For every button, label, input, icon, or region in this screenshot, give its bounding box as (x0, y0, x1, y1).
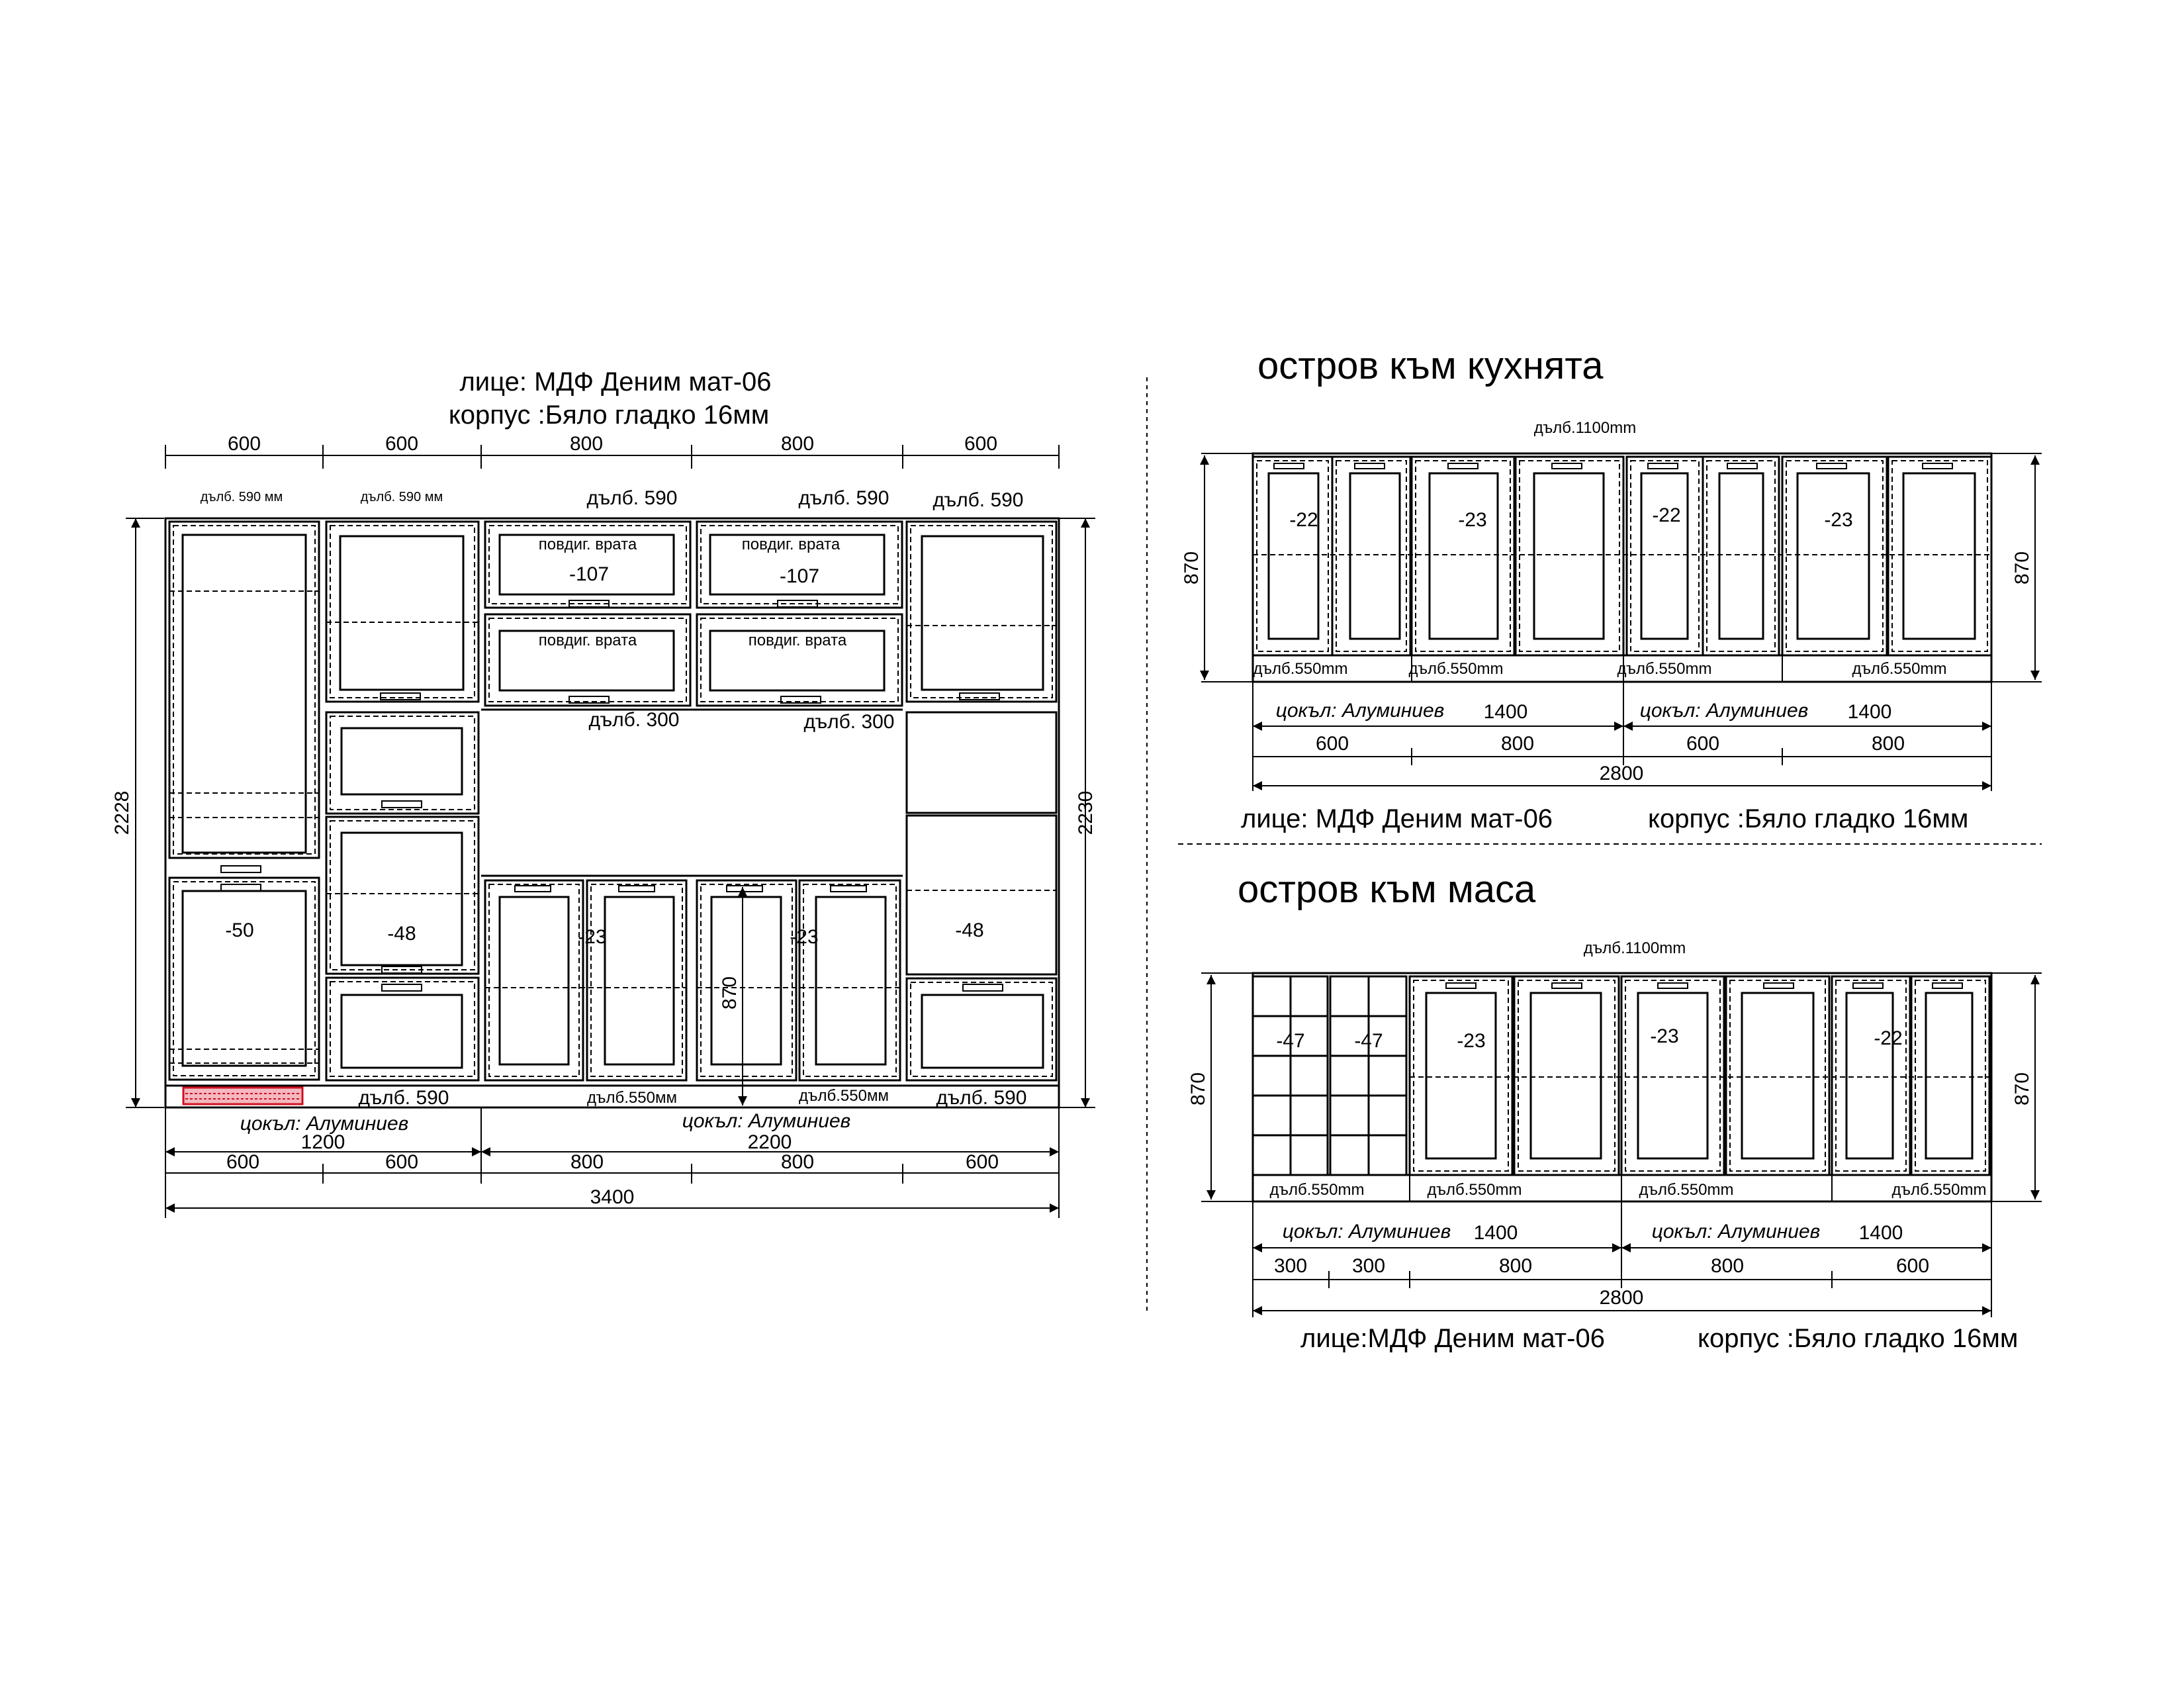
lift-offset-2: -107 (779, 565, 820, 587)
top-depth-4: дълб. 590 (798, 487, 889, 509)
lift-door-cabinets (481, 522, 903, 733)
height-left-label: 2228 (111, 790, 133, 835)
island-table-plinth-2: цокъл: Алуминиев (1651, 1221, 1821, 1243)
cabinet-column-5 (907, 522, 1056, 1109)
island-kitchen-face: лице: МДФ Деним мат-06 (1241, 804, 1553, 833)
offset-label-col5: -48 (955, 919, 984, 941)
wall-face-label: лице: МДФ Деним мат-06 (459, 367, 772, 397)
top-width-1: 600 (227, 433, 261, 455)
mid-depth-2: дълб. 300 (803, 711, 895, 733)
island-kitchen-plinth-len-1: 1400 (1483, 701, 1528, 723)
island-kitchen-title: остров към кухнята (1257, 344, 1604, 387)
island-kitchen-depth-2: дълб.550mm (1408, 660, 1504, 678)
island-table-offset-2: -47 (1354, 1030, 1383, 1052)
mid-depth-1: дълб. 300 (588, 709, 680, 731)
island-kitchen-offset-3: -22 (1652, 504, 1681, 526)
island-table-doors (1410, 976, 1991, 1175)
top-depth-3: дълб. 590 (586, 487, 678, 509)
plinth-label-1: цокъл: Алуминиев (240, 1113, 409, 1135)
island-kitchen-offset-1: -22 (1289, 509, 1318, 531)
bottom-width-4: 800 (780, 1151, 815, 1173)
height-right-dimension (1059, 518, 1097, 1107)
top-depth-5: дълб. 590 (933, 489, 1024, 511)
height-left-dimension (111, 518, 164, 1107)
wall-elevation (111, 367, 1097, 1218)
island-kitchen-depth-4: дълб.550mm (1852, 660, 1947, 678)
island-kitchen-width-1: 600 (1315, 733, 1349, 755)
island-kitchen-doors (1253, 457, 1991, 655)
lift-door-label-4: повдиг. врата (748, 632, 847, 649)
island-table-width-5: 600 (1895, 1255, 1930, 1277)
top-width-5: 600 (964, 433, 998, 455)
island-table (1187, 868, 2042, 1353)
bottom-width-1: 600 (226, 1151, 260, 1173)
island-table-depth-4: дълб.550mm (1891, 1181, 1987, 1199)
island-kitchen-plinth-1: цокъл: Алуминиев (1275, 700, 1445, 722)
top-width-4: 800 (780, 433, 815, 455)
top-width-3: 800 (569, 433, 604, 455)
offset-label-col2: -48 (387, 923, 416, 945)
island-table-depth-1: дълб.550mm (1269, 1181, 1365, 1199)
island-kitchen-height-right: 870 (2011, 551, 2033, 585)
plinth-length-2: 2200 (747, 1131, 792, 1153)
base-depth-col2: дълб. 590 (358, 1087, 449, 1109)
lift-offset-1: -107 (569, 563, 610, 585)
island-table-face: лице:МДФ Деним мат-06 (1300, 1324, 1605, 1353)
island-kitchen-offset-2: -23 (1458, 509, 1487, 531)
island-kitchen-total: 2800 (1599, 763, 1644, 784)
island-kitchen-depth-1: дълб.550mm (1253, 660, 1348, 678)
island-table-height-right: 870 (2011, 1072, 2033, 1106)
lift-door-label-1: повдиг. врата (538, 536, 637, 553)
island-kitchen-plinth-len-2: 1400 (1847, 701, 1892, 723)
wine-rack-left (1253, 976, 1328, 1175)
island-table-width-2: 300 (1351, 1255, 1386, 1277)
total-width: 3400 (590, 1186, 635, 1208)
island-table-title: остров към маса (1238, 868, 1536, 911)
island-table-depth-2: дълб.550mm (1427, 1181, 1522, 1199)
offset-label-col1: -50 (225, 919, 254, 941)
island-table-offset-5: -22 (1874, 1027, 1903, 1049)
island-kitchen-height-left: 870 (1181, 551, 1203, 585)
island-kitchen-width-4: 800 (1871, 733, 1905, 755)
island-kitchen-depth-3: дълб.550mm (1617, 660, 1712, 678)
wall-body-label: корпус :Бяло гладко 16мм (448, 400, 770, 430)
offset-label-col3: -23 (578, 926, 607, 948)
island-kitchen-plinth-2: цокъл: Алуминиев (1639, 700, 1809, 722)
island-kitchen (1181, 344, 2042, 833)
cabinet-column-2 (326, 522, 478, 1109)
plinth-length-1: 1200 (300, 1131, 345, 1153)
island-kitchen-width-2: 800 (1500, 733, 1535, 755)
top-depth-2: дълб. 590 мм (360, 490, 443, 504)
height-right-label: 2230 (1075, 790, 1097, 835)
wine-rack-right (1330, 976, 1406, 1175)
island-table-plinth-len-1: 1400 (1473, 1222, 1518, 1244)
island-table-top-depth: дълб.1100mm (1583, 939, 1686, 957)
base-depth-col5: дълб. 590 (936, 1087, 1027, 1109)
base-cabinets-middle (481, 876, 903, 1107)
bottom-width-dimension (165, 1151, 1059, 1208)
island-kitchen-body: корпус :Бяло гладко 16мм (1648, 804, 1969, 833)
island-kitchen-width-3: 600 (1686, 733, 1720, 755)
island-table-total: 2800 (1599, 1287, 1644, 1309)
bottom-width-3: 800 (570, 1151, 604, 1173)
offset-label-col4: -23 (790, 926, 819, 948)
bottom-width-5: 600 (965, 1151, 999, 1173)
height-870-label: 870 (719, 976, 741, 1010)
island-kitchen-top-depth: дълб.1100mm (1533, 419, 1637, 437)
top-width-dimension (165, 433, 1059, 469)
top-depth-1: дълб. 590 мм (200, 490, 283, 504)
island-table-width-1: 300 (1273, 1255, 1308, 1277)
island-table-plinth-1: цокъл: Алуминиев (1282, 1221, 1451, 1243)
island-table-offset-4: -23 (1650, 1025, 1679, 1047)
island-table-body: корпус :Бяло гладко 16мм (1698, 1324, 2019, 1353)
lift-door-label-3: повдиг. врата (741, 536, 841, 553)
ventilation-grille (183, 1088, 302, 1104)
island-table-plinth-len-2: 1400 (1858, 1222, 1903, 1244)
island-table-depth-3: дълб.550mm (1639, 1181, 1734, 1199)
plinth-label-2: цокъл: Алуминиев (682, 1110, 851, 1132)
base-depth-col3: дълб.550мм (587, 1089, 677, 1107)
island-kitchen-offset-4: -23 (1824, 509, 1853, 531)
island-table-width-3: 800 (1498, 1255, 1533, 1277)
top-width-2: 600 (385, 433, 419, 455)
base-depth-col4: дълб.550мм (799, 1087, 889, 1105)
island-table-offset-3: -23 (1457, 1030, 1486, 1052)
island-table-width-4: 800 (1710, 1255, 1745, 1277)
island-table-height-left: 870 (1187, 1072, 1209, 1106)
bottom-width-2: 600 (385, 1151, 419, 1173)
tall-cabinet-left (169, 522, 319, 1104)
island-table-offset-1: -47 (1276, 1030, 1305, 1052)
lift-door-label-2: повдиг. врата (538, 632, 637, 649)
